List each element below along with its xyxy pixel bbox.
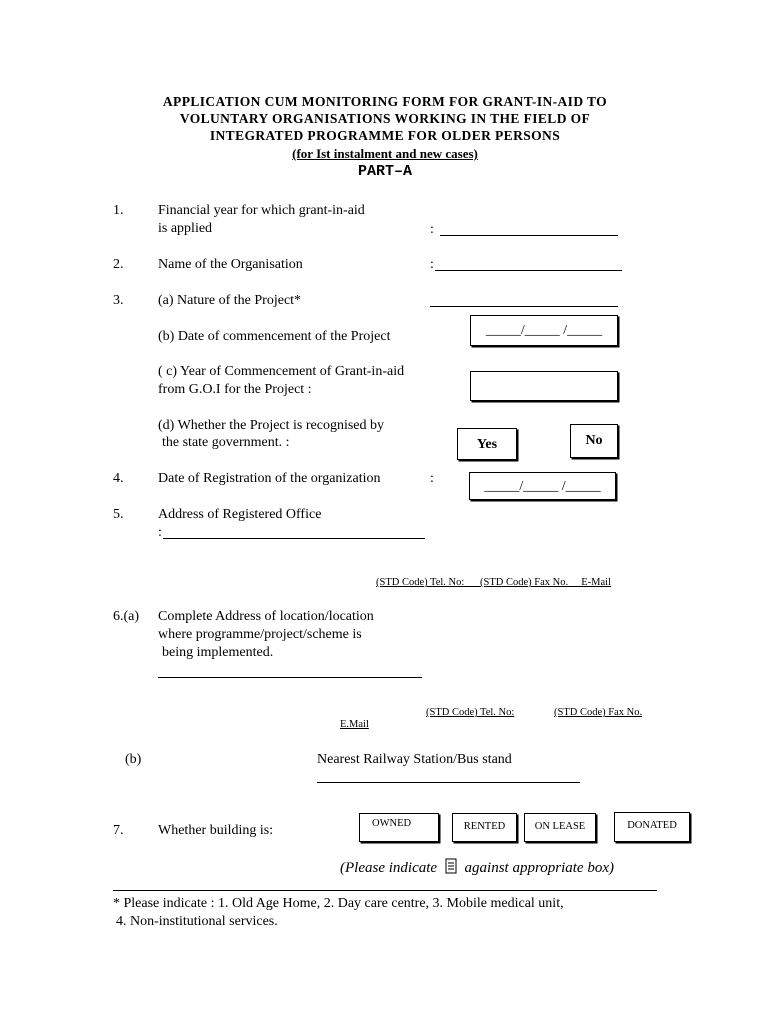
q6a-address-line[interactable] (158, 677, 422, 678)
q3b-date-placeholder: _____/_____ /_____ (485, 323, 603, 338)
q7-option-owned-label: OWNED (372, 818, 412, 829)
q3c-label-line2: from G.O.I for the Project : (158, 382, 312, 397)
q6a-label-line2: where programme/project/scheme is (158, 627, 362, 642)
q2-label: Name of the Organisation (158, 257, 303, 272)
q7-option-on-lease[interactable] (524, 813, 596, 842)
q3a-label: (a) Nature of the Project* (158, 293, 302, 308)
q3b-date-box[interactable] (470, 315, 618, 346)
q1-label-line2: is applied (158, 221, 213, 236)
q3c-label-line1: ( c) Year of Commencement of Grant-in-aid (158, 364, 405, 379)
q7-hint-after: against appropriate box) (464, 860, 614, 876)
q7-hint-before: (Please indicate (340, 860, 438, 876)
q4-label: Date of Registration of the organization (158, 471, 381, 486)
footnote-line2: 4. Non-institutional services. (116, 914, 278, 929)
q6b-number: (b) (125, 752, 142, 767)
q6b-label: Nearest Railway Station/Bus stand (317, 752, 512, 767)
form-title-line3: INTEGRATED PROGRAMME FOR OLDER PERSONS (209, 128, 561, 143)
q1-label-line1: Financial year for which grant-in-aid (158, 203, 365, 218)
q3c-year-box[interactable] (470, 371, 618, 401)
q4-date-box[interactable] (469, 472, 616, 500)
q2-answer-line[interactable] (435, 270, 622, 271)
q7-label: Whether building is: (158, 823, 274, 838)
q1-answer-line[interactable] (440, 235, 618, 236)
checkmark-icon (445, 858, 457, 873)
q7-option-donated[interactable] (614, 812, 690, 842)
q7-option-rented-label: RENTED (463, 821, 506, 832)
q4-colon: : (430, 471, 434, 486)
q6b-answer-line[interactable] (317, 782, 580, 783)
q5-colon: : (158, 525, 162, 540)
q3d-no-label: No (585, 433, 603, 448)
q2-colon: : (430, 257, 434, 272)
q3d-no-box[interactable] (570, 424, 618, 458)
q6a-number: 6.(a) (113, 609, 140, 624)
q6a-label-line1: Complete Address of location/location (158, 609, 374, 624)
q7-option-owned[interactable] (359, 813, 439, 842)
q3b-label: (b) Date of commencement of the Project (158, 329, 391, 344)
q5-number: 5. (113, 507, 124, 522)
part-heading: PART–A (357, 163, 412, 180)
q7-option-rented[interactable] (452, 813, 517, 842)
q4-number: 4. (113, 471, 124, 486)
form-subtitle: (for Ist instalment and new cases) (292, 146, 478, 161)
q7-option-donated-label: DONATED (627, 820, 677, 831)
q1-number: 1. (113, 203, 124, 218)
q5-label: Address of Registered Office (158, 507, 322, 522)
q6a-fax-label: (STD Code) Fax No. (554, 707, 643, 718)
q4-date-placeholder: _____/_____ /_____ (484, 479, 601, 494)
form-title-line2: VOLUNTARY ORGANISATIONS WORKING IN THE FIELD OF (179, 111, 591, 126)
q2-number: 2. (113, 257, 124, 272)
q1-colon: : (430, 222, 434, 237)
q7-hint (340, 858, 614, 877)
q3a-answer-line[interactable] (430, 306, 618, 307)
q6a-email-label: E.Mail (340, 719, 369, 730)
footnote-line1: * Please indicate : 1. Old Age Home, 2. Day care centre, 3. Mobile medical unit, (113, 896, 564, 911)
q3d-label-line1: (d) Whether the Project is recognised by (158, 418, 385, 433)
q5-address-line[interactable] (163, 538, 425, 539)
q6a-tel-label: (STD Code) Tel. No: (426, 707, 515, 718)
form-title-line1: APPLICATION CUM MONITORING FORM FOR GRANT-IN-AID TO (162, 94, 608, 109)
footnote-divider (113, 890, 657, 891)
q3d-label-line2: the state government. : (162, 435, 290, 450)
q3-number: 3. (113, 293, 124, 308)
q6a-label-line3: being implemented. (162, 645, 274, 660)
q3d-yes-label: Yes (476, 437, 498, 452)
q7-option-on-lease-label: ON LEASE (534, 821, 586, 832)
q3d-yes-box[interactable] (457, 428, 517, 460)
q7-number: 7. (113, 823, 124, 838)
q5-contact-labels: (STD Code) Tel. No: (STD Code) Fax No. E-Mail (376, 577, 612, 588)
